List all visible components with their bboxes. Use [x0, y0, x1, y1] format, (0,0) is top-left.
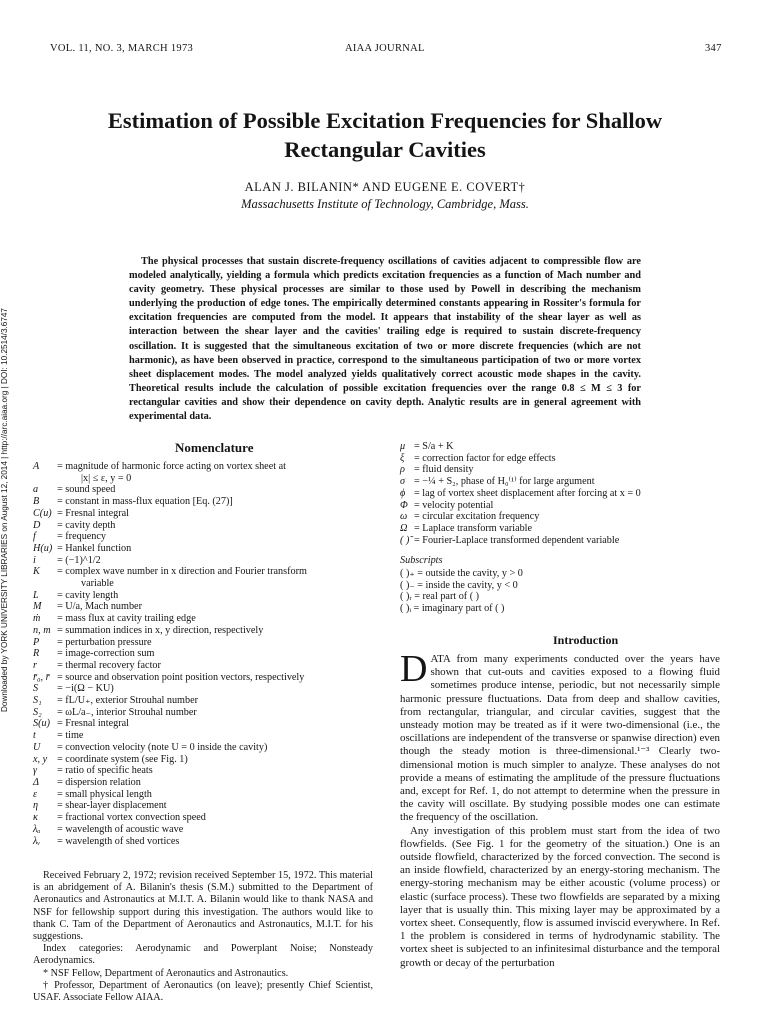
affiliation: Massachusetts Institute of Technology, Cambridge, Mass. — [241, 197, 529, 211]
nomenclature-symbol: M — [33, 601, 42, 613]
nomenclature-definition-text: = cavity length — [57, 589, 119, 601]
nomenclature-list-left — [33, 461, 378, 847]
nomenclature-symbol: x, y — [33, 753, 48, 765]
nomenclature-symbol: λₐ — [33, 823, 41, 835]
paper-title: Estimation of Possible Excitation Frequencies for Shallow Rectangular Cavities — [107, 108, 663, 162]
nomenclature-row — [400, 441, 740, 453]
nomenclature-definition-text: = coordinate system (see Fig. 1) — [57, 753, 188, 765]
authors: ALAN J. BILANIN* AND EUGENE E. COVERT† — [244, 180, 526, 194]
footnote: * NSF Fellow, Department of Aeronautics and Astronautics. — [43, 967, 289, 979]
nomenclature-definition-text: = complex wave number in x direction and Fourier transform — [57, 566, 307, 578]
nomenclature-symbol: S₁ — [33, 695, 42, 707]
nomenclature-definition-text: = constant in mass-flux equation [Eq. (27)] — [57, 496, 233, 508]
nomenclature-definition-text: = thermal recovery factor — [57, 659, 161, 671]
nomenclature-definition — [57, 637, 378, 649]
nomenclature-row — [33, 496, 378, 508]
subscript-row: ( )₊ = outside the cavity, y > 0 — [400, 568, 523, 579]
nomenclature-definition-text: = cavity depth — [57, 519, 116, 531]
nomenclature-row — [400, 500, 740, 512]
nomenclature-definition — [57, 590, 378, 602]
nomenclature-symbol: S(u) — [33, 718, 50, 730]
nomenclature-definition — [57, 566, 378, 589]
nomenclature-row — [33, 543, 378, 555]
nomenclature-symbol: n, m — [33, 624, 51, 636]
nomenclature-definition-text: = −i(Ω − KU) — [57, 683, 114, 695]
nomenclature-symbol: K — [33, 566, 40, 578]
nomenclature-row — [33, 789, 378, 801]
nomenclature-row — [33, 707, 378, 719]
subscripts-heading: Subscripts — [400, 555, 443, 566]
nomenclature-definition-text: = time — [57, 730, 84, 742]
intro-paragraph-1: ATA from many experiments conducted over the years have shown that cut-outs and cavities exposed to a flowing fluid sometimes produce intense, periodic, but not necessarily simple harmonic pressure fluctuations. Data from deep and shallow cavities, from rectangular, triangular, and circular cavities, suggest that the unsteady motion may be treated as if it were two-dimensional (i.e., the oscillations are independent of the transverse or spanwise direction) even though the steady motion is three-dimensional.¹⁻³ Clearly two-dimensional motion is much simpler to analyze. These analyses do not provide a means of estimating the amplitude of the pressure fluctuations and, except for Ref. 1, do not attempt to determine when the pressure in the cavity will oscillate. By studying possible modes one can estimate the frequency of the oscillation. — [400, 653, 720, 824]
download-watermark — [0, 300, 12, 720]
nomenclature-symbol: η — [33, 800, 39, 812]
nomenclature-row — [33, 672, 378, 684]
nomenclature-symbol: λᵥ — [33, 835, 41, 847]
nomenclature-row — [33, 637, 378, 649]
nomenclature-definition-text: = sound speed — [57, 484, 116, 496]
nomenclature-symbol: σ — [400, 476, 406, 488]
journal-name: AIAA JOURNAL — [345, 43, 425, 54]
nomenclature-definition-continuation: |x| ≤ ε, y = 0 — [81, 472, 132, 484]
nomenclature-row — [33, 648, 378, 660]
nomenclature-definition — [57, 484, 378, 496]
footnote: Index categories: Aerodynamic and Powerplant Noise; Nonsteady Aerodynamics. — [33, 943, 373, 967]
nomenclature-symbol: κ — [33, 812, 38, 824]
page-number: 347 — [705, 43, 722, 54]
nomenclature-definition-text: = fL/U₊, exterior Strouhal number — [57, 695, 198, 707]
nomenclature-row — [33, 601, 378, 613]
drop-cap: D — [400, 648, 428, 690]
nomenclature-row — [33, 660, 378, 672]
nomenclature-definition — [57, 824, 378, 836]
nomenclature-definition-text: = small physical length — [57, 788, 152, 800]
abstract-text: The physical processes that sustain discrete-frequency oscillations of cavities adjacent to compressible flow are modeled analytically, yielding a formula which predicts excitation frequencies as a function of Mach number and cavity geometry. These physical processes are similar to those used by Powell in describing the mechanism underlying the production of edge tones. The empirically determined constants appearing in Rossiter's formula for excitation frequencies are computed from the model. It appears that instability of the shear layer as well as interaction between the shear layer and the cavities' trailing edge is required to sustain discrete-frequency oscillation. It is suggested that the simultaneous excitation of two or more discrete frequencies (which are not harmonic), as have been observed in practice, correspond to the simultaneous participation of two or more vortex sheet displacement modes. The model analyzed yields qualitatively correct acoustic mode shapes in the cavity. Theoretical results include the calculation of possible excitation frequencies over the range 0.8 ≤ M ≤ 3 for rectangular cavities and show their dependence on cavity depth. Analytic results are in general agreement with experimental data. — [129, 256, 641, 423]
nomenclature-definition-text: = mass flux at cavity trailing edge — [57, 613, 196, 625]
nomenclature-row — [33, 555, 378, 567]
nomenclature-symbol: S₂ — [33, 706, 42, 718]
nomenclature-definition — [57, 730, 378, 742]
nomenclature-definition-text: = perturbation pressure — [57, 636, 152, 648]
nomenclature-definition — [57, 707, 378, 719]
nomenclature-symbol: C(u) — [33, 507, 52, 519]
nomenclature-row — [400, 535, 740, 547]
nomenclature-definition — [57, 718, 378, 730]
nomenclature-row — [33, 484, 378, 496]
nomenclature-symbol: ϕ — [400, 487, 406, 499]
nomenclature-row — [33, 613, 378, 625]
nomenclature-row — [33, 461, 378, 484]
nomenclature-row — [33, 836, 378, 848]
nomenclature-symbol: ε — [33, 788, 38, 800]
nomenclature-definition — [57, 496, 378, 508]
nomenclature-definition — [57, 625, 378, 637]
nomenclature-symbol: D — [33, 519, 41, 531]
nomenclature-symbol: ṁ — [33, 613, 41, 625]
nomenclature-symbol: i — [33, 554, 36, 566]
subscript-row: ( )ᵣ = real part of ( ) — [400, 591, 480, 603]
nomenclature-row — [33, 520, 378, 532]
nomenclature-symbol: r — [33, 659, 37, 671]
nomenclature-symbol: ρ — [400, 464, 405, 476]
nomenclature-row — [33, 566, 378, 589]
nomenclature-definition — [57, 672, 378, 684]
nomenclature-definition: = circular excitation frequency — [414, 511, 540, 523]
nomenclature-row — [33, 718, 378, 730]
nomenclature-definition — [57, 683, 378, 695]
nomenclature-definition — [57, 531, 378, 543]
nomenclature-definition — [57, 742, 378, 754]
nomenclature-definition — [57, 660, 378, 672]
nomenclature-symbol: Φ — [400, 499, 408, 511]
nomenclature-symbol: Ω — [400, 522, 408, 534]
nomenclature-row — [400, 488, 740, 500]
nomenclature-definition: = −¼ + S₂, phase of H₀⁽¹⁾ for large argument — [414, 476, 595, 488]
nomenclature-definition-text: = source and observation point position vectors, respectively — [57, 671, 305, 683]
nomenclature-definition-text: = summation indices in x, y direction, respectively — [57, 624, 264, 636]
nomenclature-definition-text: = shear-layer displacement — [57, 800, 167, 812]
nomenclature-symbol: r̄₀, r̄ — [33, 671, 50, 683]
nomenclature-row — [33, 695, 378, 707]
nomenclature-row — [33, 590, 378, 602]
nomenclature-row — [33, 824, 378, 836]
nomenclature-symbol: S — [33, 683, 39, 695]
introduction-body — [400, 648, 720, 970]
nomenclature-definition — [57, 777, 378, 789]
nomenclature-definition-text: = Fresnal integral — [57, 507, 129, 519]
nomenclature-row — [33, 742, 378, 754]
nomenclature-definition: = Laplace transform variable — [414, 522, 533, 534]
nomenclature-definition: = fluid density — [414, 464, 474, 476]
nomenclature-definition-text: = magnitude of harmonic force acting on vortex sheet at — [57, 461, 286, 472]
footnote: Received February 2, 1972; revision received September 15, 1972. This material is an abridgement of A. Bilanin's thesis (S.M.) submitted to the Department of Aeronautics and Astronautics at M.I.T. A. Bilanin would like to thank NASA and NSF for fellowship support during this investigation. The authors would like to thank C. Tam of the Department of Aeronautics and Astronautics, M.I.T. for his suggestions. — [33, 870, 373, 943]
nomenclature-row — [400, 511, 740, 523]
nomenclature-row — [33, 531, 378, 543]
nomenclature-definition — [57, 555, 378, 567]
journal-volume: VOL. 11, NO. 3, MARCH 1973 — [50, 43, 194, 54]
nomenclature-row — [33, 754, 378, 766]
nomenclature-symbol: B — [33, 496, 40, 508]
nomenclature-row — [400, 523, 740, 535]
nomenclature-definition-continuation: variable — [81, 578, 114, 590]
footnote: † Professor, Department of Aeronautics (on leave); presently Chief Scientist, USAF. Associate Fellow AIAA. — [33, 979, 373, 1004]
nomenclature-definition-text: = U/a, Mach number — [57, 601, 142, 613]
nomenclature-row — [33, 800, 378, 812]
nomenclature-row — [33, 508, 378, 520]
nomenclature-row — [33, 730, 378, 742]
nomenclature-symbol: f — [33, 531, 36, 543]
nomenclature-definition — [57, 461, 378, 484]
subscripts-list — [400, 568, 740, 615]
nomenclature-definition: = velocity potential — [414, 499, 494, 511]
nomenclature-symbol: ( )̃ — [400, 534, 410, 546]
nomenclature-symbol: R — [33, 648, 40, 660]
nomenclature-definition-text: = fractional vortex convection speed — [57, 812, 206, 824]
nomenclature-definition-text: = ratio of specific heats — [57, 765, 153, 777]
intro-paragraph-2: Any investigation of this problem must start from the idea of two flowfields. (See Fig. 1 for the geometry of the situation.) One is an outside flowfield, characterized by the forced convection. The second is an inside flowfield, characterized by an energy-storing mechanism. The energy-storing mechanism may be either acoustic (volume process) or elastic (surface process). These two flowfields are separated by a mixing layer that is usually thin. This mixing layer may be approximated by a vortex sheet. Consequently, flow is assumed inviscid everywhere. In Ref. 1 the problem is considered in terms of hydrodynamic stability. The vortex sheet is subjected to an infinitesimal disturbance and the temporal growth or decay of the perturbation — [400, 824, 720, 969]
nomenclature-row — [400, 464, 740, 476]
nomenclature-definition: = correction factor for edge effects — [414, 452, 556, 464]
nomenclature-definition — [57, 836, 378, 848]
nomenclature-row — [33, 765, 378, 777]
nomenclature-definition-text: = ωL/a₋, interior Strouhal number — [57, 706, 197, 718]
nomenclature-definition-text: = frequency — [57, 531, 107, 543]
download-watermark-text: Downloaded by YORK UNIVERSITY LIBRARIES on August 12, 2014 | http://arc.aiaa.org | DOI: 10.2514/3.6747 — [0, 308, 9, 713]
nomenclature-definition — [57, 800, 378, 812]
nomenclature-symbol: P — [33, 636, 40, 648]
nomenclature-symbol: μ — [400, 441, 406, 452]
nomenclature-definition — [57, 601, 378, 613]
nomenclature-definition-text: = Hankel function — [57, 542, 132, 554]
nomenclature-symbol: t — [33, 730, 36, 742]
nomenclature-symbol: L — [33, 589, 39, 601]
nomenclature-heading: Nomenclature — [175, 440, 254, 455]
nomenclature-definition — [57, 508, 378, 520]
nomenclature-definition: = lag of vortex sheet displacement after forcing at x = 0 — [414, 487, 641, 499]
nomenclature-list-right — [400, 441, 740, 546]
nomenclature-definition-text: = dispersion relation — [57, 776, 141, 788]
nomenclature-definition — [57, 789, 378, 801]
nomenclature-symbol: H(u) — [33, 542, 53, 554]
nomenclature-row — [33, 777, 378, 789]
nomenclature-symbol: ξ — [400, 452, 405, 464]
nomenclature-definition-text: = Fresnal integral — [57, 718, 129, 730]
nomenclature-definition-text: = wavelength of acoustic wave — [57, 823, 184, 835]
nomenclature-definition — [57, 613, 378, 625]
nomenclature-definition — [57, 765, 378, 777]
nomenclature-definition — [57, 520, 378, 532]
nomenclature-symbol: a — [33, 484, 39, 496]
nomenclature-symbol: Δ — [33, 776, 39, 788]
nomenclature-row — [33, 683, 378, 695]
subscript-row: ( )ᵢ = imaginary part of ( ) — [400, 603, 505, 615]
nomenclature-definition: = S/a + K — [414, 441, 454, 452]
nomenclature-definition — [57, 812, 378, 824]
nomenclature-row — [400, 453, 740, 465]
nomenclature-symbol: ω — [400, 511, 408, 523]
nomenclature-row — [400, 476, 740, 488]
nomenclature-definition — [57, 543, 378, 555]
introduction-heading: Introduction — [553, 633, 619, 647]
nomenclature-definition-text: = wavelength of shed vortices — [57, 835, 180, 847]
nomenclature-row — [33, 625, 378, 637]
nomenclature-symbol: γ — [33, 765, 38, 777]
nomenclature-definition: = Fourier-Laplace transformed dependent variable — [414, 534, 620, 546]
abstract — [129, 255, 641, 424]
nomenclature-symbol: A — [33, 461, 40, 472]
nomenclature-symbol: U — [33, 741, 41, 753]
nomenclature-definition — [57, 648, 378, 660]
footnotes — [33, 870, 373, 1004]
subscript-row: ( )₋ = inside the cavity, y < 0 — [400, 579, 518, 591]
nomenclature-definition-text: = (−1)^1/2 — [57, 554, 101, 566]
nomenclature-definition-text: = image-correction sum — [57, 648, 155, 660]
nomenclature-row — [33, 812, 378, 824]
nomenclature-definition-text: = convection velocity (note U = 0 inside the cavity) — [57, 741, 268, 753]
nomenclature-definition — [57, 754, 378, 766]
nomenclature-definition — [57, 695, 378, 707]
